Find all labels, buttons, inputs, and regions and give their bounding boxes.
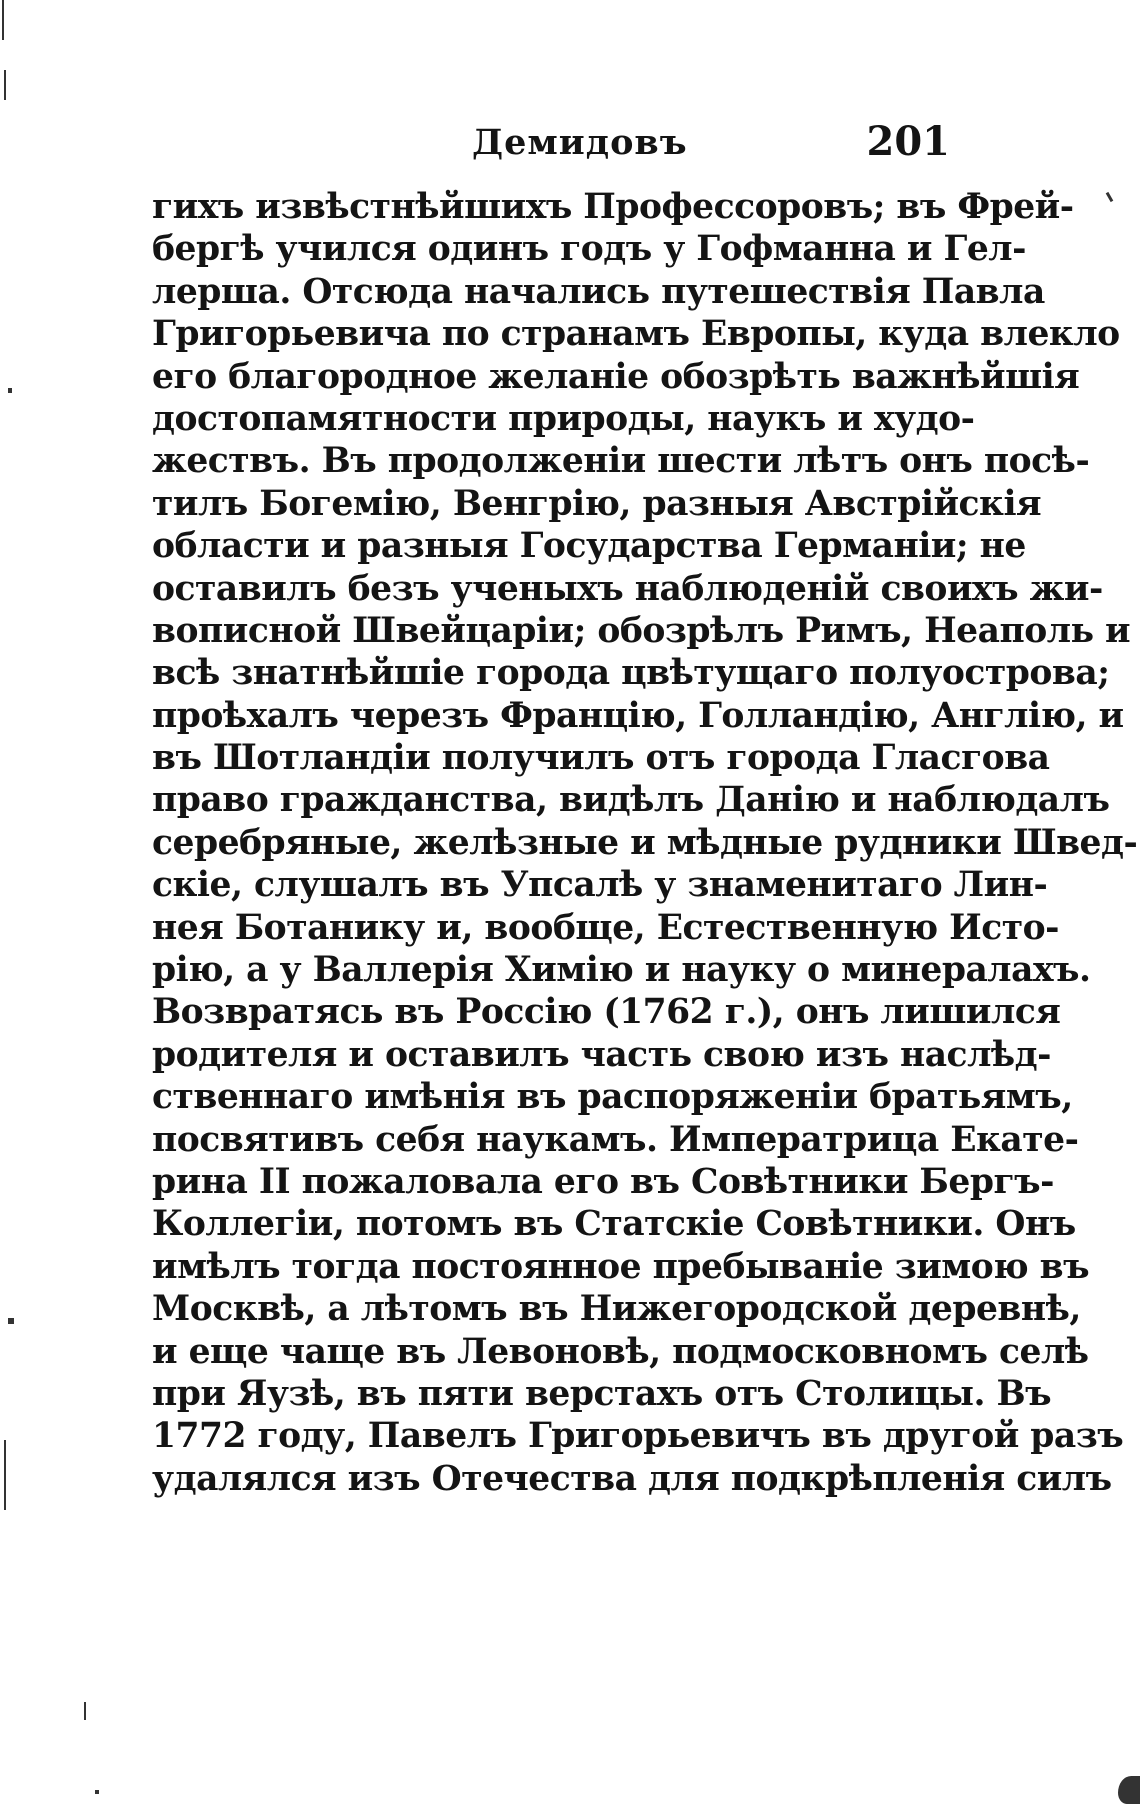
text-line: удалялся изъ Отечества для подкрѣпленія силъ (152, 1458, 1112, 1499)
scan-speck (1106, 192, 1114, 202)
text-line: рина II пожаловала его въ Совѣтники Бергъ- (152, 1161, 1054, 1202)
text-line: вописной Швейцаріи; обозрѣлъ Римъ, Неаполь и (152, 610, 1131, 651)
scan-speck (8, 388, 12, 393)
text-line: родителя и оставилъ часть свою изъ наслѣд- (152, 1034, 1051, 1075)
text-line: области и разныя Государства Германіи; не (152, 526, 1026, 567)
text-line: лерша. Отсюда начались путешествія Павла (152, 271, 1045, 312)
scan-speck (95, 1790, 99, 1794)
text-line: бергѣ учился одинъ годъ у Гофманна и Гел- (152, 229, 1026, 270)
text-line: скіе, слушалъ въ Упсалѣ у знаменитаго Лин- (152, 865, 1048, 906)
text-line: проѣхалъ черезъ Францію, Голландію, Англію, и (152, 695, 1124, 736)
text-line: гихъ извѣстнѣйшихъ Профессоровъ; въ Фрей- (152, 187, 1074, 227)
text-line: достопамятности природы, наукъ и худо- (152, 398, 975, 439)
text-line: серебряные, желѣзные и мѣдные рудники Швед- (152, 822, 1138, 863)
scan-speck (2, 0, 4, 40)
text-line: Москвѣ, а лѣтомъ въ Нижегородской деревнѣ, (152, 1289, 1081, 1330)
text-line: рію, а у Валлерія Химію и науку о минералахъ. (152, 950, 1091, 991)
text-line: жествъ. Въ продолженіи шести лѣтъ онъ посѣ- (152, 441, 1090, 482)
scan-speck (4, 70, 6, 100)
body-text (152, 186, 1138, 1500)
text-line: право гражданства, видѣлъ Данію и наблюдалъ (152, 780, 1110, 821)
text-line: всѣ знатнѣйшіе города цвѣтущаго полуострова; (152, 653, 1110, 694)
text-line: нея Ботанику и, вообще, Естественную Исто- (152, 907, 1059, 948)
page-header (152, 118, 952, 178)
running-head: Демидовъ (472, 122, 688, 163)
page-number: 201 (866, 118, 950, 165)
text-line: тилъ Богемію, Венгрію, разныя Австрійскія (152, 483, 1042, 524)
text-line: и еще чаще въ Левоновѣ, подмосковномъ селѣ (152, 1331, 1089, 1372)
text-line: Возвратясь въ Россію (1762 г.), онъ лишился (152, 992, 1061, 1033)
scan-speck (1118, 1776, 1140, 1804)
text-line: его благородное желаніе обозрѣть важнѣйшія (152, 356, 1080, 397)
text-line: Григорьевича по странамъ Европы, куда влекло (152, 314, 1120, 355)
text-line: 1772 году, Павелъ Григорьевичъ въ другой разъ (152, 1416, 1124, 1457)
text-line: ственнаго имѣнія въ распоряженіи братьямъ, (152, 1077, 1073, 1118)
text-line: при Яузѣ, въ пяти верстахъ отъ Столицы. Въ (152, 1373, 1052, 1414)
scan-speck (8, 1318, 14, 1324)
scan-speck (4, 1440, 6, 1510)
text-line: оставилъ безъ ученыхъ наблюденій своихъ жи- (152, 568, 1103, 609)
scan-speck (84, 1702, 86, 1720)
text-line: посвятивъ себя наукамъ. Императрица Екате- (152, 1119, 1079, 1160)
text-line: Коллегіи, потомъ въ Статскіе Совѣтники. Онъ (152, 1204, 1076, 1245)
text-line: въ Шотландіи получилъ отъ города Гласгова (152, 738, 1050, 779)
text-line: имѣлъ тогда постоянное пребываніе зимою въ (152, 1246, 1090, 1287)
